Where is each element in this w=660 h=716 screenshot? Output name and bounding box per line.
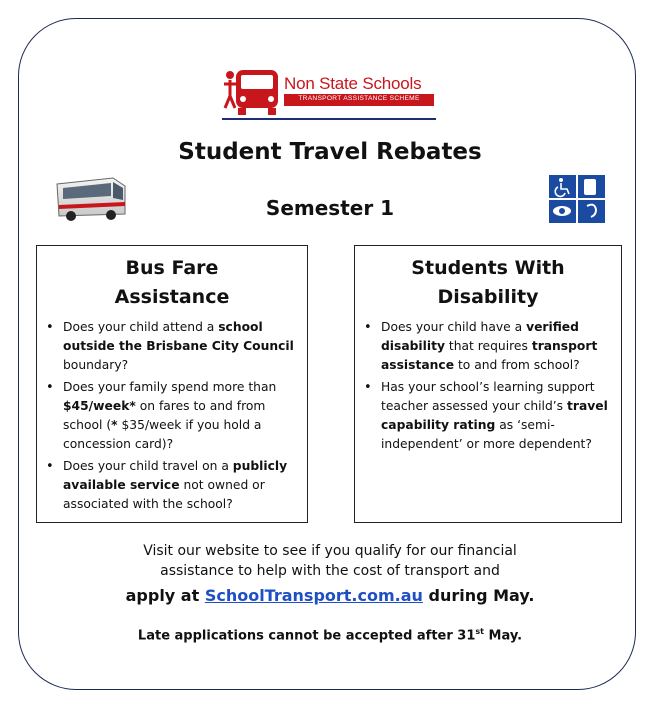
item-text: not owned or associated with the school? <box>63 478 265 511</box>
item-text: Has your school’s learning support teacher assessed your child’s <box>381 380 595 413</box>
accessibility-symbols-icon <box>549 175 605 223</box>
item-text: * <box>111 418 118 432</box>
disability-heading-line2: Disability <box>437 286 539 308</box>
item-text: Does your family spend more than <box>63 380 277 394</box>
scheme-logo <box>222 64 436 126</box>
bus-fare-item <box>63 457 299 514</box>
apply-line <box>0 586 660 605</box>
page-title: Student Travel Rebates <box>178 139 482 165</box>
item-text: to and from school? <box>454 358 580 372</box>
item-text: verified disability <box>381 320 579 353</box>
late-sup: st <box>475 627 484 636</box>
logo-tagline: TRANSPORT ASSISTANCE SCHEME <box>298 95 420 102</box>
info-text <box>0 541 660 581</box>
disability-heading <box>355 246 621 312</box>
disability-heading-line1: Students With <box>411 257 565 279</box>
item-text: school outside the Brisbane City Council <box>63 320 294 353</box>
item-text: Does your child travel on a <box>63 459 233 473</box>
logo-rule <box>222 118 436 120</box>
disability-item <box>381 318 613 375</box>
disability-item <box>381 378 613 454</box>
item-text: Does your child attend a <box>63 320 219 334</box>
late-suffix: May. <box>484 628 523 644</box>
bus-fare-heading <box>37 246 307 312</box>
disability-list <box>355 318 621 454</box>
item-text: $35/week if you hold a concession card)? <box>63 418 262 451</box>
apply-prefix: apply at <box>125 586 205 605</box>
disability-box <box>354 245 622 523</box>
item-text: as ‘semi-independent’ or more dependent? <box>381 418 592 451</box>
bus-fare-box <box>36 245 308 523</box>
item-text: Does your child have a <box>381 320 527 334</box>
item-text: $45/week* <box>63 399 136 413</box>
apply-suffix: during May. <box>422 586 535 605</box>
bus-fare-list <box>37 318 307 514</box>
bus-fare-item <box>63 378 299 454</box>
logo-bus-icon <box>222 66 282 118</box>
bus-fare-heading-line2: Assistance <box>114 286 230 308</box>
bus-fare-item <box>63 318 299 375</box>
item-text: publicly available service <box>63 459 288 492</box>
late-notice <box>0 627 660 643</box>
bus-fare-heading-line1: Bus Fare <box>125 257 219 279</box>
item-text: travel capability rating <box>381 399 608 432</box>
item-text: transport assistance <box>381 339 598 372</box>
logo-name: Non State Schools <box>284 74 422 93</box>
page-subtitle: Semester 1 <box>265 196 395 220</box>
item-text: on fares to and from school ( <box>63 399 266 432</box>
late-prefix: Late applications cannot be accepted after 31 <box>137 628 476 644</box>
item-text: that requires <box>444 339 532 353</box>
info-line-1: Visit our website to see if you qualify for our financial <box>143 543 517 559</box>
website-link[interactable]: SchoolTransport.com.au <box>204 586 423 605</box>
item-text: boundary? <box>63 358 129 372</box>
info-line-2: assistance to help with the cost of transport and <box>160 563 500 579</box>
